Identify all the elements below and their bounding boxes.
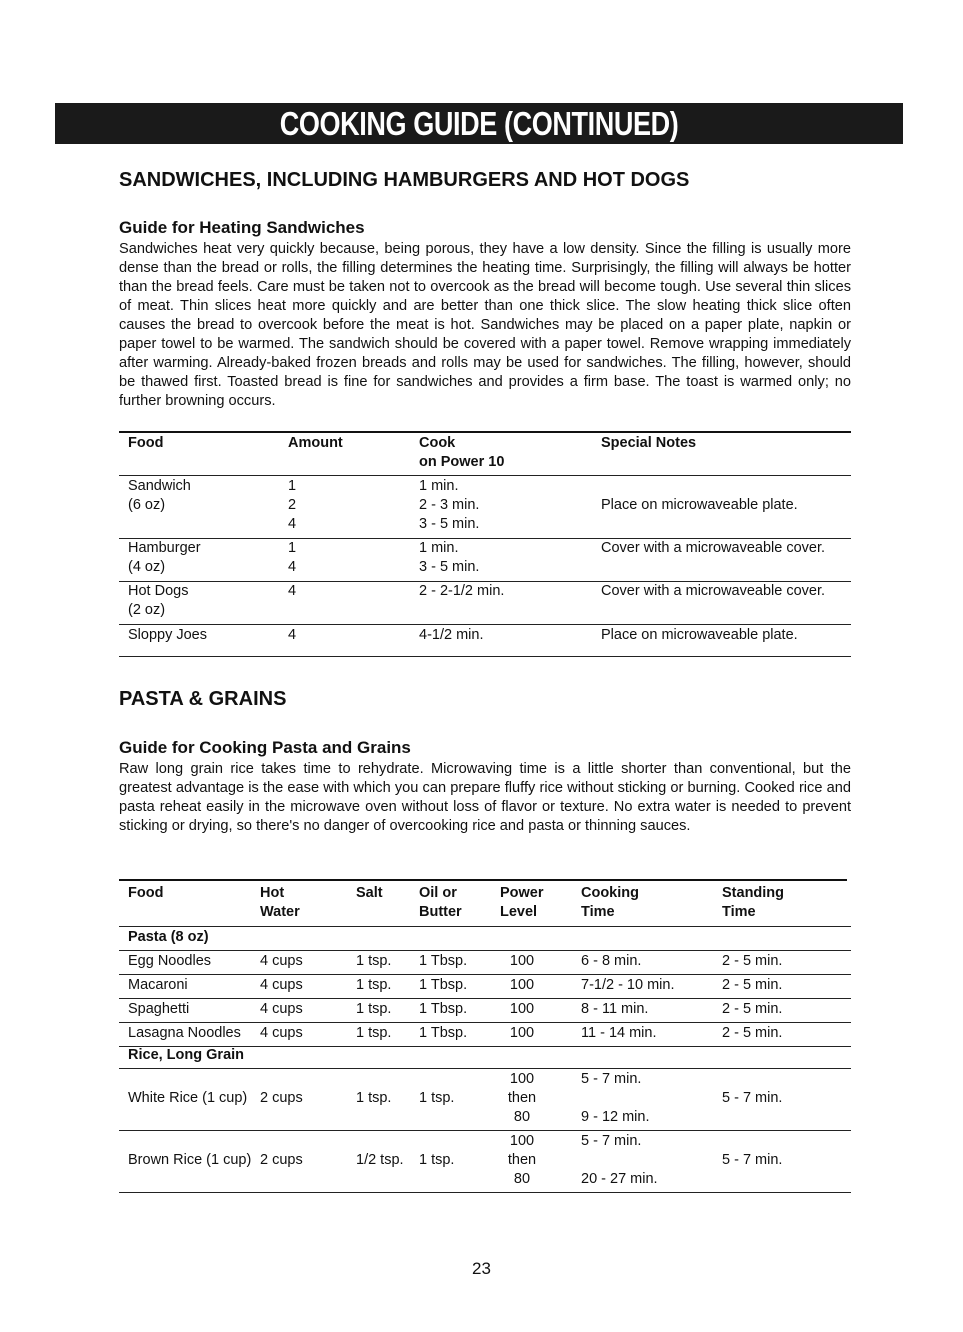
cook-time-cell: 3 - 5 min. xyxy=(419,559,480,575)
cook-time-cell: 1 min. xyxy=(419,478,459,494)
salt-cell: 1 tsp. xyxy=(356,1025,392,1041)
subtitle-heating-sandwiches: Guide for Heating Sandwiches xyxy=(119,218,365,237)
food-cell: (6 oz) xyxy=(128,497,166,513)
table-rule xyxy=(119,1192,851,1193)
cook-time-cell: 1 min. xyxy=(419,540,459,556)
cooking-time-cell: 8 - 11 min. xyxy=(581,1001,649,1017)
amount-cell: 4 xyxy=(288,559,297,575)
table-rule xyxy=(119,998,851,999)
banner-text: COOKING GUIDE (CONTINUED) xyxy=(279,105,679,142)
food-cell: White Rice (1 cup) xyxy=(128,1090,248,1106)
power-level-cell: 100 then 80 xyxy=(507,1133,537,1187)
cooking-time-cell: 5 - 7 min. 20 - 27 min. xyxy=(581,1133,658,1187)
food-cell: Egg Noodles xyxy=(128,953,212,969)
amount-cell: 4 xyxy=(288,627,297,643)
table-header: Special Notes xyxy=(601,435,697,451)
salt-cell: 1 tsp. xyxy=(356,953,392,969)
table-rule xyxy=(119,656,851,657)
power-level-cell: 100 xyxy=(509,977,535,993)
food-cell: (4 oz) xyxy=(128,559,166,575)
amount-cell: 1 xyxy=(288,478,297,494)
cooking-time-cell: 5 - 7 min. 9 - 12 min. xyxy=(581,1071,650,1125)
food-cell: Hot Dogs xyxy=(128,583,189,599)
salt-cell: 1 tsp. xyxy=(356,977,392,993)
table-header: Amount xyxy=(288,435,343,451)
table-rule xyxy=(119,950,851,951)
hot-water-cell: 4 cups xyxy=(260,953,303,969)
subtitle-pasta-grains: Guide for Cooking Pasta and Grains xyxy=(119,738,411,757)
salt-cell: 1 tsp. xyxy=(356,1090,392,1106)
page-banner xyxy=(55,103,903,144)
amount-cell: 4 xyxy=(288,583,297,599)
amount-cell: 1 xyxy=(288,540,297,556)
table-rule xyxy=(119,475,851,476)
table-header: Standing Time xyxy=(722,885,785,920)
food-cell: (2 oz) xyxy=(128,602,166,618)
table-rule xyxy=(119,879,847,881)
table-header: Salt xyxy=(356,885,383,901)
table-header: Oil or Butter xyxy=(419,885,462,920)
group-label: Rice, Long Grain xyxy=(128,1047,245,1063)
cook-time-cell: 2 - 2-1/2 min. xyxy=(419,583,505,599)
notes-cell: Cover with a microwaveable cover. xyxy=(601,583,826,599)
cook-time-cell: 3 - 5 min. xyxy=(419,516,480,532)
notes-cell: Place on microwaveable plate. xyxy=(601,497,798,513)
table-header: Cook on Power 10 xyxy=(419,435,505,470)
food-cell: Lasagna Noodles xyxy=(128,1025,241,1041)
pasta-paragraph: Raw long grain rice takes time to rehydrate. Microwaving time is a little shorter than conventional, but the greatest advantage is the ease with which you can prepare fluffy rice without sticking or burning. Cooked rice and pasta reheat easily in the microwave oven without loss of flavor or texture. No extra water is needed to prevent sticking or drying, so there's no danger of overcooking rice and pasta or thinning sauces. xyxy=(119,761,851,834)
page-number: 23 xyxy=(472,1259,491,1278)
standing-time-cell: 2 - 5 min. xyxy=(722,977,783,993)
table-header: Food xyxy=(128,435,164,451)
table-header: Food xyxy=(128,885,164,901)
cook-time-cell: 4-1/2 min. xyxy=(419,627,484,643)
amount-cell: 4 xyxy=(288,516,297,532)
food-cell: Sloppy Joes xyxy=(128,627,207,643)
table-rule xyxy=(119,431,851,433)
cooking-time-cell: 11 - 14 min. xyxy=(581,1025,657,1041)
table-rule xyxy=(119,1130,851,1131)
table-header: Hot Water xyxy=(260,885,300,920)
section-title-pasta: PASTA & GRAINS xyxy=(119,688,287,710)
oil-cell: 1 Tbsp. xyxy=(419,1001,468,1017)
oil-cell: 1 tsp. xyxy=(419,1090,455,1106)
hot-water-cell: 4 cups xyxy=(260,977,303,993)
table-rule xyxy=(119,1068,851,1069)
cooking-time-cell: 7-1/2 - 10 min. xyxy=(581,977,675,993)
notes-cell: Place on microwaveable plate. xyxy=(601,627,798,643)
cooking-time-cell: 6 - 8 min. xyxy=(581,953,642,969)
sandwich-paragraph: Sandwiches heat very quickly because, being porous, they have a low density. Since the filling is usually more dense than the bread or rolls, the filling determines the heating time. Surprisingly, the filling will always be hotter than the bread feels. Care must be taken not to overcook as the bread will become tough. Use several thin slices of meat. Thin slices heat more quickly and are better than one thick slice. The slow heating thick slice often causes the bread to overcook before the meat is hot. Sandwiches may be placed on a paper plate, napkin or paper towel to be warmed. The sandwich should be covered with a paper towel. Remove wrapping immediately after warming. Already-baked frozen breads and rolls may be used for sandwiches. The filling, however, should be thawed first. Toasted bread is fine for sandwiches and provides a firm base. The toast is warmed only; no further browning occurs. xyxy=(119,241,851,409)
food-cell: Macaroni xyxy=(128,977,188,993)
hot-water-cell: 4 cups xyxy=(260,1001,303,1017)
section-title-sandwiches: SANDWICHES, INCLUDING HAMBURGERS AND HOT DOGS xyxy=(119,169,690,191)
hot-water-cell: 2 cups xyxy=(260,1152,303,1168)
hot-water-cell: 4 cups xyxy=(260,1025,303,1041)
table-header: Power Level xyxy=(500,885,544,920)
group-label: Pasta (8 oz) xyxy=(128,929,209,945)
power-level-cell: 100 xyxy=(509,1001,535,1017)
food-cell: Hamburger xyxy=(128,540,201,556)
table-header: Cooking Time xyxy=(581,885,639,920)
table-rule xyxy=(119,1022,851,1023)
power-level-cell: 100 xyxy=(509,1025,535,1041)
food-cell: Sandwich xyxy=(128,478,191,494)
salt-cell: 1/2 tsp. xyxy=(356,1152,404,1168)
notes-cell: Cover with a microwaveable cover. xyxy=(601,540,826,556)
standing-time-cell: 2 - 5 min. xyxy=(722,953,783,969)
oil-cell: 1 Tbsp. xyxy=(419,977,468,993)
oil-cell: 1 Tbsp. xyxy=(419,953,468,969)
power-level-cell: 100 xyxy=(509,953,535,969)
food-cell: Brown Rice (1 cup) xyxy=(128,1152,252,1168)
standing-time-cell: 5 - 7 min. xyxy=(722,1152,783,1168)
standing-time-cell: 2 - 5 min. xyxy=(722,1025,783,1041)
hot-water-cell: 2 cups xyxy=(260,1090,303,1106)
table-rule xyxy=(119,974,851,975)
table-rule xyxy=(119,926,851,927)
power-level-cell: 100 then 80 xyxy=(507,1071,537,1125)
standing-time-cell: 2 - 5 min. xyxy=(722,1001,783,1017)
table-rule xyxy=(119,624,851,625)
salt-cell: 1 tsp. xyxy=(356,1001,392,1017)
oil-cell: 1 tsp. xyxy=(419,1152,455,1168)
cook-time-cell: 2 - 3 min. xyxy=(419,497,480,513)
standing-time-cell: 5 - 7 min. xyxy=(722,1090,783,1106)
food-cell: Spaghetti xyxy=(128,1001,190,1017)
amount-cell: 2 xyxy=(288,497,297,513)
oil-cell: 1 Tbsp. xyxy=(419,1025,468,1041)
